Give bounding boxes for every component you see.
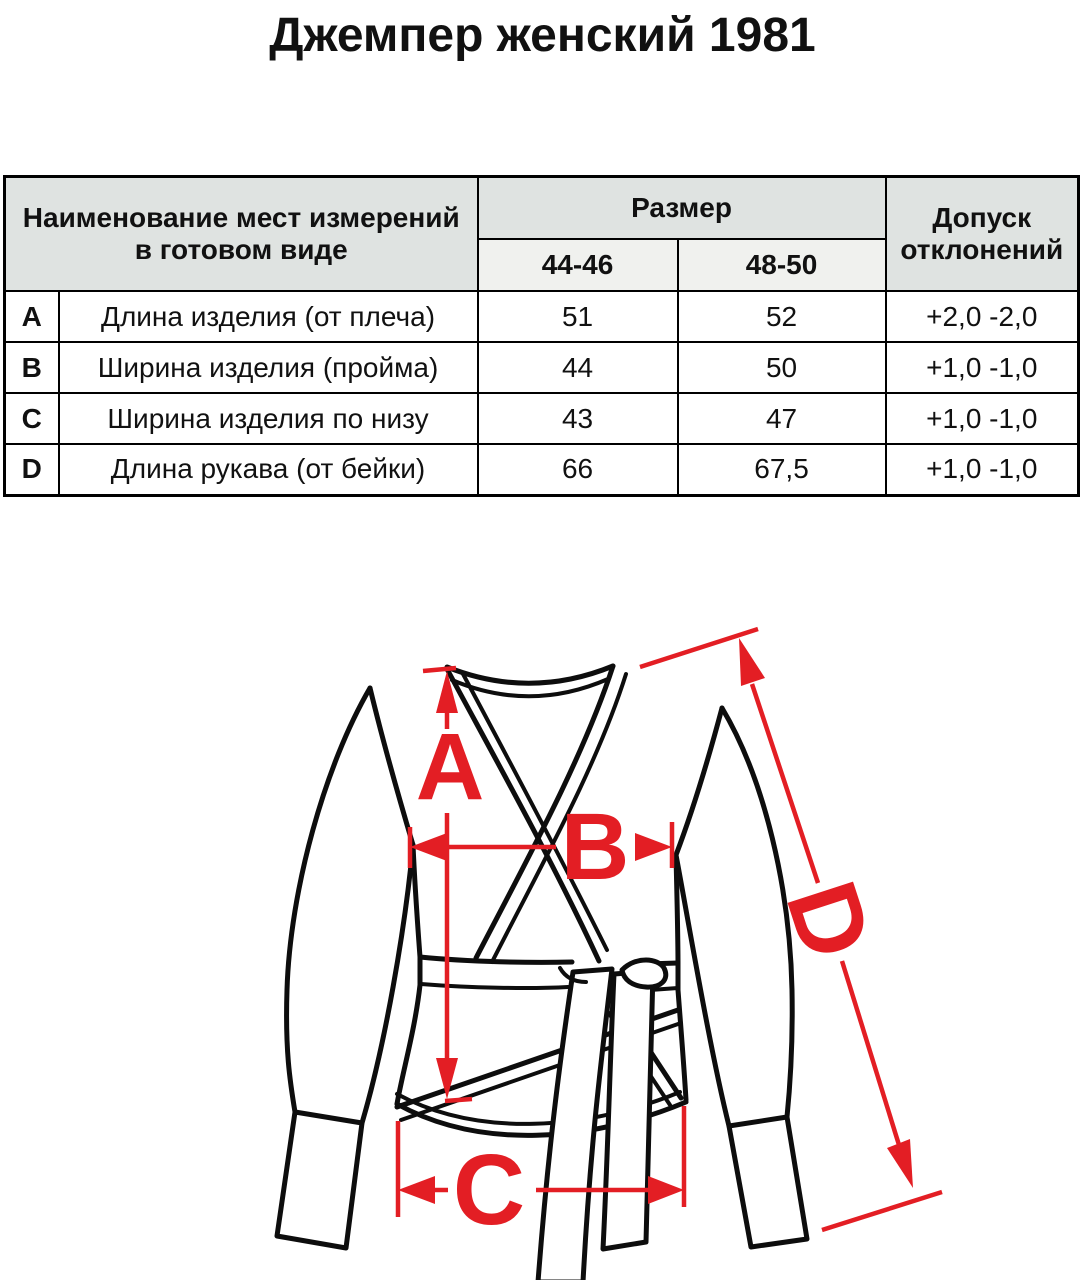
tie-knot-loop	[622, 960, 666, 987]
row-measurement-name: Длина рукава (от бейки)	[59, 444, 478, 495]
row-measurement-name: Ширина изделия по низу	[59, 393, 478, 444]
header-measurement-names: Наименование мест измерений в готовом виде	[5, 177, 478, 292]
table-row-a	[5, 291, 1079, 342]
row-value-44-46: 66	[478, 444, 678, 495]
row-letter: B	[5, 342, 59, 393]
row-tolerance: +1,0 -1,0	[886, 393, 1079, 444]
tie-strap-short	[603, 971, 653, 1249]
row-value-48-50: 50	[678, 342, 886, 393]
row-value-48-50: 47	[678, 393, 886, 444]
row-tolerance: +2,0 -2,0	[886, 291, 1079, 342]
row-letter: C	[5, 393, 59, 444]
dimension-a-label: A	[415, 714, 485, 820]
row-letter: D	[5, 444, 59, 495]
row-letter: A	[5, 291, 59, 342]
table-row-c	[5, 393, 1079, 444]
row-tolerance: +1,0 -1,0	[886, 444, 1079, 495]
page-title: Джемпер женский 1981	[269, 9, 816, 62]
header-tolerance: Допуск отклонений	[886, 177, 1079, 292]
dimension-a-arrow	[416, 668, 485, 1101]
dimension-c-label: C	[452, 1134, 526, 1246]
dimension-b-label: B	[560, 794, 630, 900]
dimension-annotations	[398, 629, 942, 1246]
row-measurement-name: Длина изделия (от плеча)	[59, 291, 478, 342]
row-measurement-name: Ширина изделия (пройма)	[59, 342, 478, 393]
header-size-44-46: 44-46	[478, 239, 678, 291]
dimension-d-label: D	[764, 868, 894, 972]
row-value-44-46: 43	[478, 393, 678, 444]
garment-measurement-diagram	[0, 590, 1085, 1280]
header-size: Размер	[478, 177, 886, 240]
header-size-48-50: 48-50	[678, 239, 886, 291]
row-value-48-50: 67,5	[678, 444, 886, 495]
table-row-d	[5, 444, 1079, 495]
measurements-table	[3, 175, 1080, 497]
right-cuff	[729, 1117, 807, 1247]
row-tolerance: +1,0 -1,0	[886, 342, 1079, 393]
table-row-b	[5, 342, 1079, 393]
row-value-44-46: 51	[478, 291, 678, 342]
left-cuff	[277, 1112, 362, 1248]
row-value-48-50: 52	[678, 291, 886, 342]
row-value-44-46: 44	[478, 342, 678, 393]
